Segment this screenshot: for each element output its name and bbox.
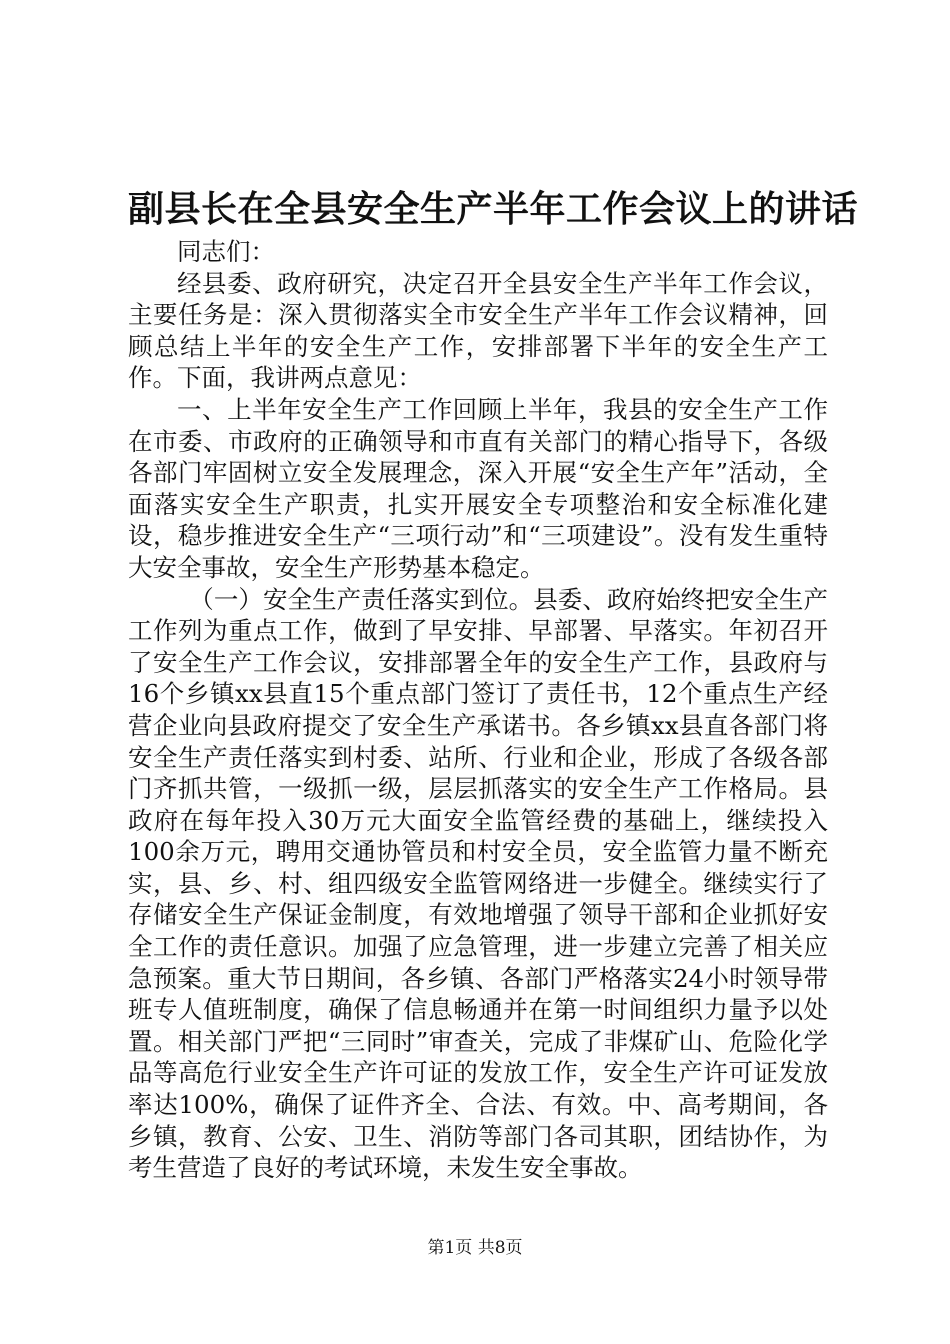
paragraph-subsection-one: （一）安全生产责任落实到位。县委、政府始终把安全生产工作列为重点工作，做到了早安排、早部署、早落实。年初召开了安全生产工作会议，安排部署全年的安全生产工作，县政府与16个乡镇xx县直15个重点部门签订了责任书，12个重点生产经营企业向县政府提交了安全生产承诺书。各乡镇xx县直各部门将安全生产责任落实到村委、站所、行业和企业，形成了各级各部门齐抓共管，一级抓一级，层层抓落实的安全生产工作格局。县政府在每年投入30万元大面安全监管经费的基础上，继续投入100余万元，聘用交通协管员和村安全员，安全监管力量不断充实，县、乡、村、组四级安全监管网络进一步健全。继续实行了存储安全生产保证金制度，有效地增强了领导干部和企业抓好安全工作的责任意识。加强了应急管理，进一步建立完善了相关应急预案。重大节日期间，各乡镇、各部门严格落实24小时领导带班专人值班制度，确保了信息畅通并在第一时间组织力量予以处置。相关部门严把“三同时”审查关，完成了非煤矿山、危险化学品等高危行业安全生产许可证的发放工作，安全生产许可证发放率达100%，确保了证件齐全、合法、有效。中、高考期间，各乡镇，教育、公安、卫生、消防等部门各司其职，团结协作，为考生营造了良好的考试环境，未发生安全事故。 [128,584,828,1183]
document-title: 副县长在全县安全生产半年工作会议上的讲话 [128,188,859,230]
document-body [128,236,828,1184]
page-number-footer: 第1页 共8页 [427,1238,523,1258]
paragraph-section-one: 一、上半年安全生产工作回顾上半年，我县的安全生产工作在市委、市政府的正确领导和市直有关部门的精心指导下，各级各部门牢固树立安全发展理念，深入开展“安全生产年”活动，全面落实安全生产职责，扎实开展安全专项整治和安全标准化建设，稳步推进安全生产“三项行动”和“三项建设”。没有发生重特大安全事故，安全生产形势基本稳定。 [128,394,828,582]
greeting: 同志们： [177,237,275,266]
paragraph-intro: 经县委、政府研究，决定召开全县安全生产半年工作会议，主要任务是：深入贯彻落实全市安全生产半年工作会议精神，回顾总结上半年的安全生产工作，安排部署下半年的安全生产工作。下面，我讲两点意见： [128,268,828,393]
